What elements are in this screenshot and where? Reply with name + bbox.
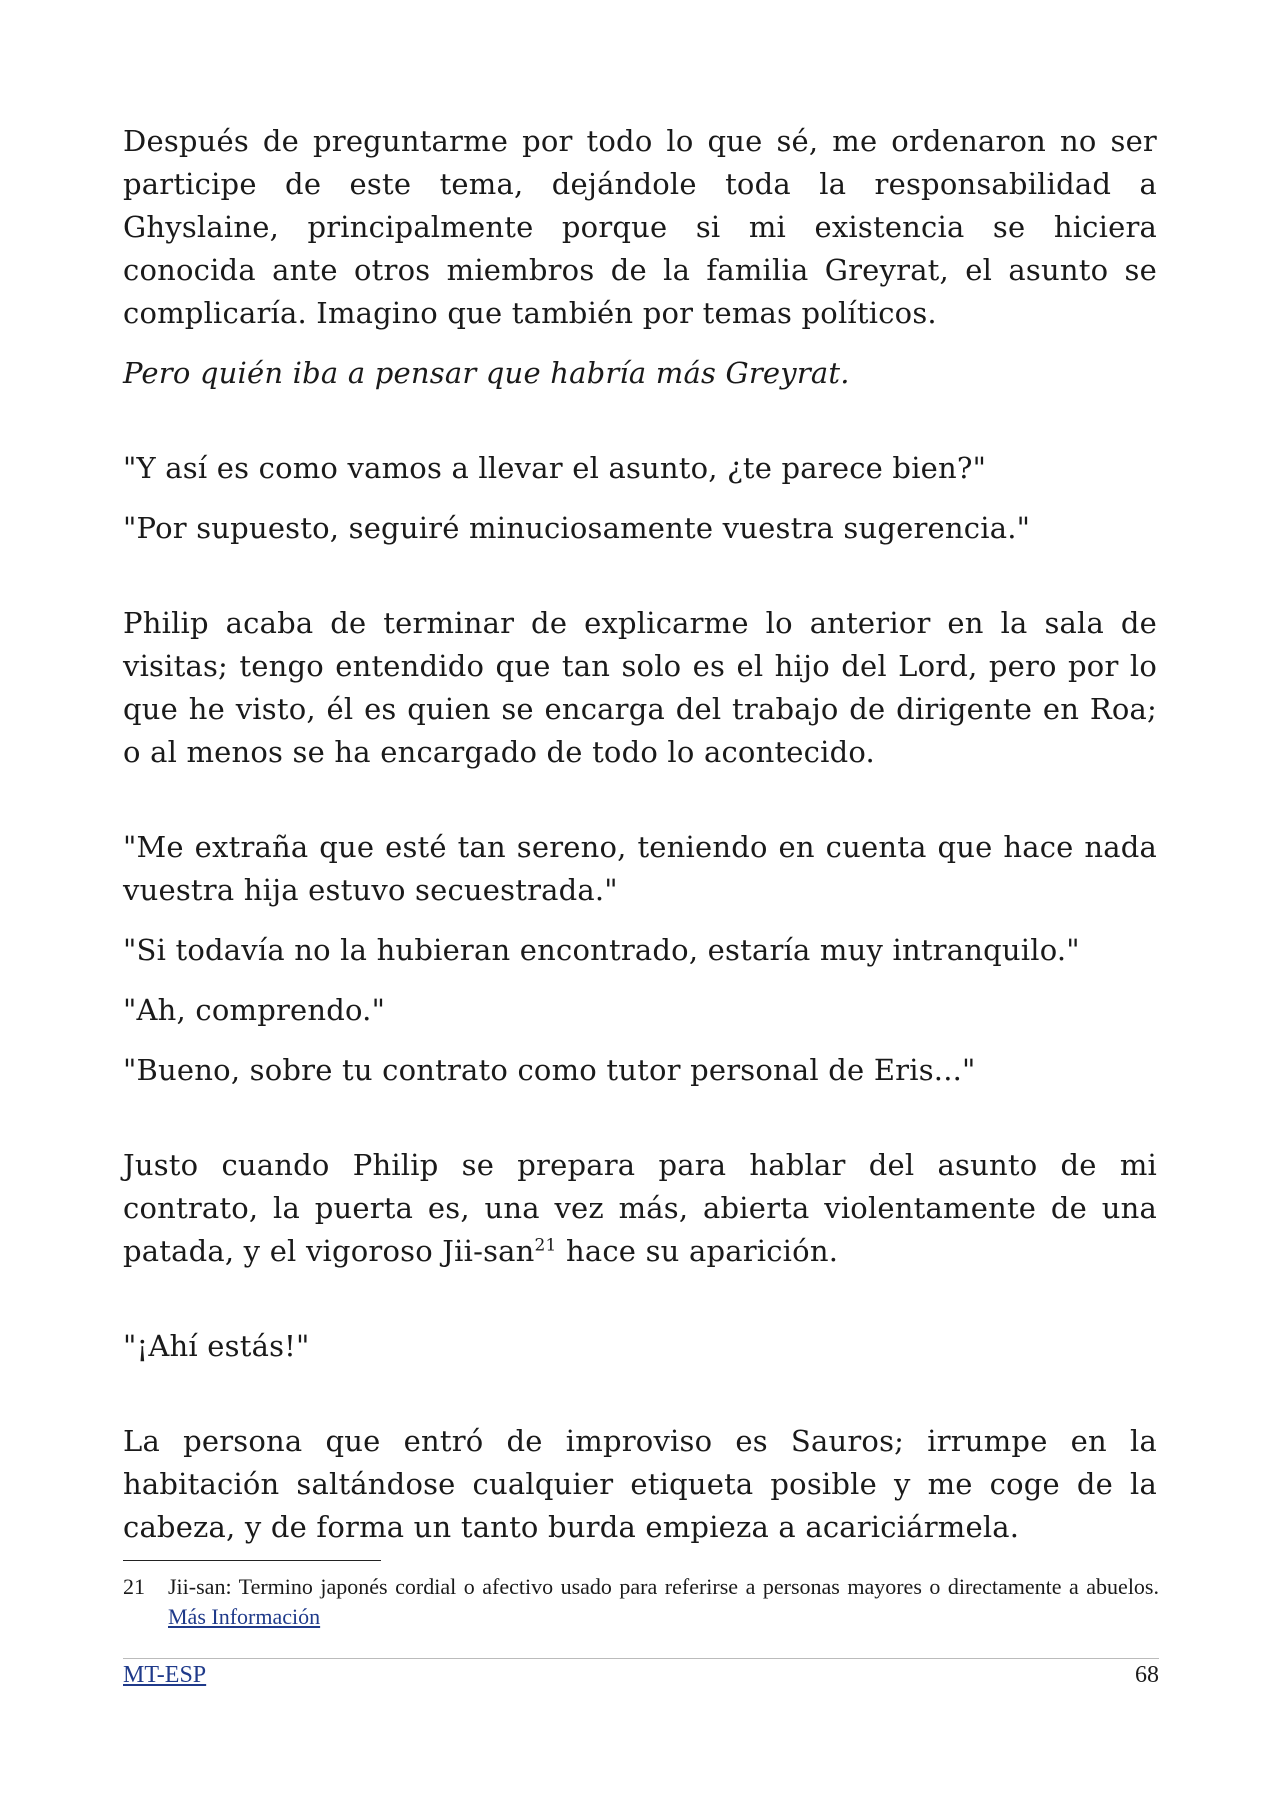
paragraph-text: hace su aparición. [556,1234,839,1268]
dialogue-line: "Me extraña que esté tan sereno, teniendo en cuenta que hace nada vuestra hija estuvo secuestrada." [123,830,1157,907]
paragraph-text: Justo cuando Philip se prepara para hablar del asunto de mi contrato, la puerta es, una vez más, abierta violentamente de una patada, y el vigoroso Jii-san [123,1148,1157,1268]
footnote-separator [123,1560,381,1561]
paragraph: Después de preguntarme por todo lo que sé, me ordenaron no ser participe de este tema, dejándole toda la responsabilidad a Ghyslaine, principalmente porque si mi existencia se hiciera conocida ante otros miembros de la familia Greyrat, el asunto se complicaría. Imagino que también por temas políticos. [123,124,1157,330]
footer-site-link[interactable]: MT-ESP [123,1662,207,1688]
paragraph [123,1144,1157,1273]
paragraph: La persona que entró de improviso es Sauros; irrumpe en la habitación saltándose cualquier etiqueta posible y me coge de la cabeza, y de forma un tanto burda empieza a acariciármela. [123,1424,1157,1544]
dialogue-line: "¡Ahí estás!" [123,1329,310,1363]
dialogue-line: "Ah, comprendo." [123,993,386,1027]
paragraph: Philip acaba de terminar de explicarme lo anterior en la sala de visitas; tengo entendido que tan solo es el hijo del Lord, pero por lo que he visto, él es quien se encarga del trabajo de dirigente en Roa; o al menos se ha encargado de todo lo acontecido. [123,606,1157,769]
footnote-text: Jii-san: Termino japonés cordial o afectivo usado para referirse a personas mayores o directamente a abuelos. [168,1574,1159,1599]
more-info-link[interactable]: Más Información [168,1604,321,1629]
page-body [123,120,1157,1566]
footnote-text-block [168,1572,1159,1632]
dialogue-line: "Por supuesto, seguiré minuciosamente vuestra sugerencia." [123,511,1031,545]
footnote [123,1572,1159,1632]
italic-thought: Pero quién iba a pensar que habría más Greyrat. [123,356,850,390]
footnote-number: 21 [123,1574,145,1599]
dialogue-line: "Si todavía no la hubieran encontrado, estaría muy intranquilo." [123,933,1080,967]
dialogue-line: "Bueno, sobre tu contrato como tutor personal de Eris..." [123,1053,976,1087]
footer-separator [123,1658,1159,1659]
footnote-reference[interactable]: 21 [534,1235,557,1256]
dialogue-line: "Y así es como vamos a llevar el asunto, ¿te parece bien?" [123,451,987,485]
page-number: 68 [1135,1662,1159,1688]
